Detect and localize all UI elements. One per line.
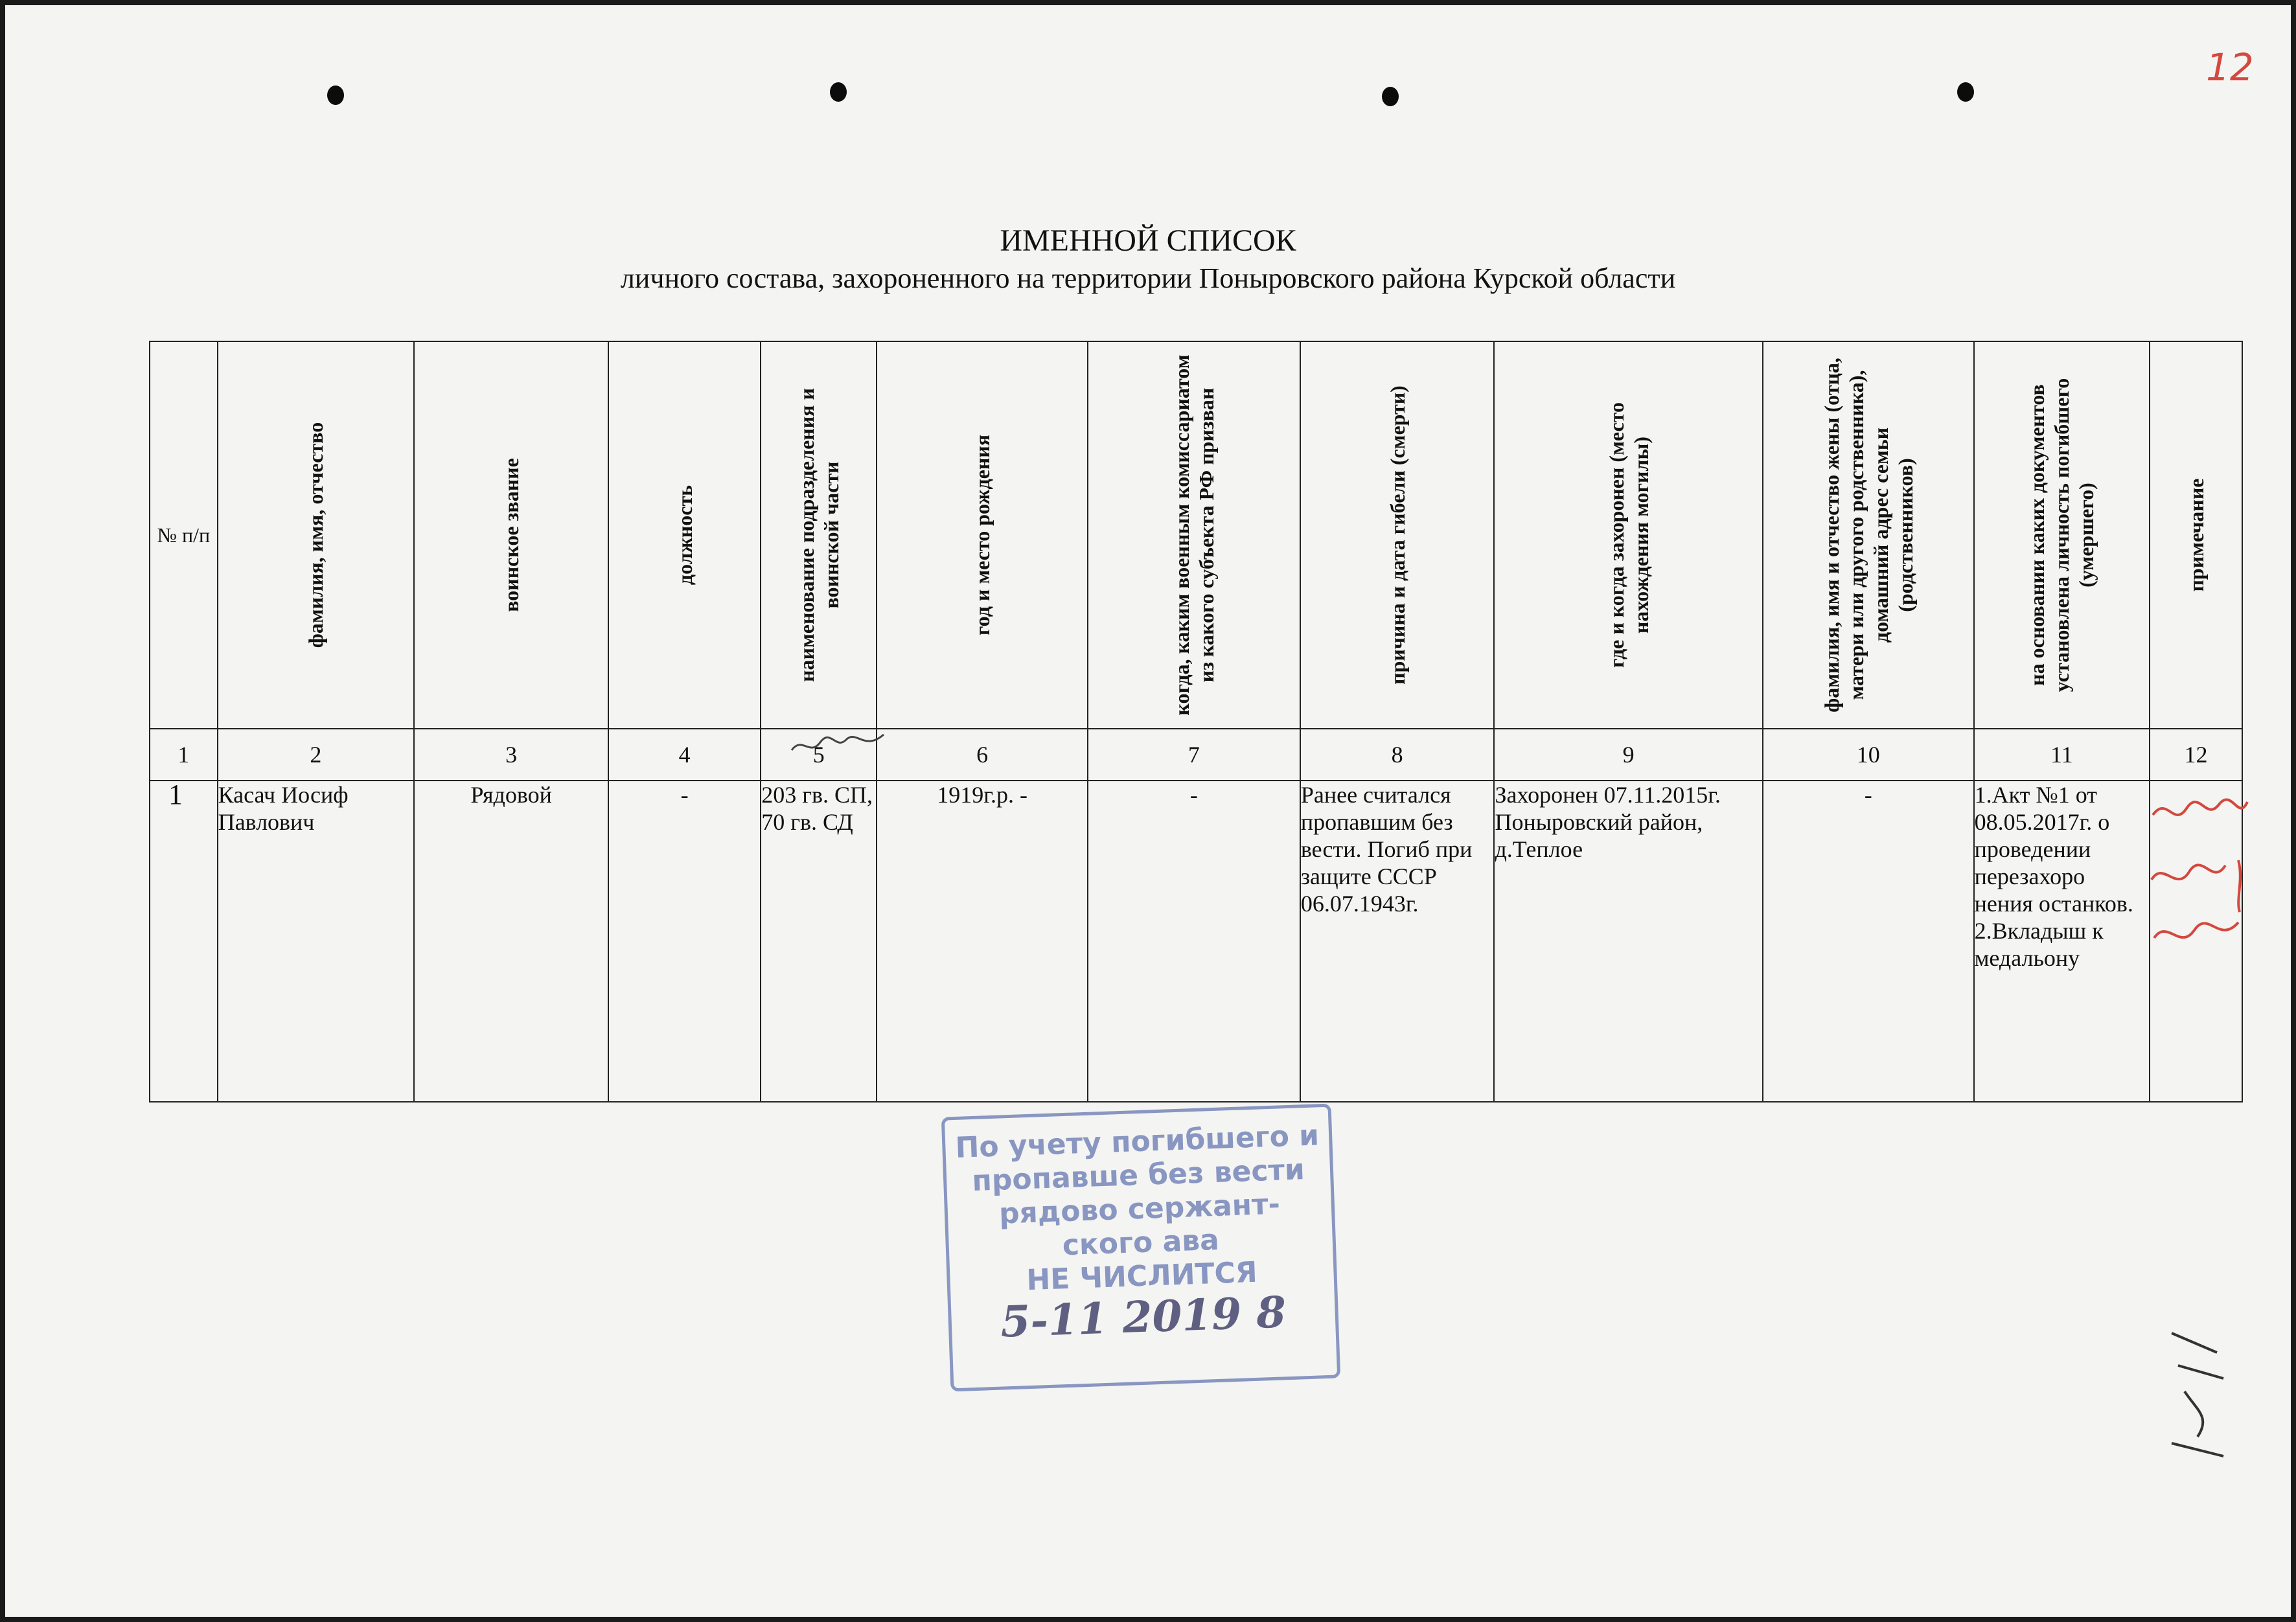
column-number: 10 [1763,729,1974,781]
header-col-3: воинское звание [414,341,608,729]
cell-death: Ранее считался пропавшим без вести. Погиб при защите СССР 06.07.1943г. [1300,781,1495,1102]
punch-hole [327,86,344,105]
stamp-date: 5-11 2019 8 [1000,1286,1287,1347]
column-number-row [150,729,2242,781]
table-row [150,781,2242,1102]
column-number: 5 [761,729,877,781]
column-number: 12 [2150,729,2242,781]
column-number: 8 [1300,729,1495,781]
column-number: 9 [1494,729,1762,781]
title-main: ИМЕННОЙ СПИСОК [1000,223,1296,258]
cell-conscription: - [1088,781,1300,1102]
handwritten-scribble [789,731,886,759]
header-col-6: год и место рождения [877,341,1088,729]
page-number: 12 [2206,45,2254,89]
handwritten-note [2148,789,2251,1003]
header-col-9: где и когда захоронен (место нахождения могилы) [1494,341,1762,729]
title-subtitle: личного состава, захороненного на территории Поныровского района Курской области [620,262,1676,294]
header-col-1: № п/п [150,341,218,729]
header-col-4: должность [608,341,761,729]
header-col-2: фамилия, имя, отчество [218,341,415,729]
cell-relatives: - [1763,781,1974,1102]
punch-hole [830,82,847,102]
personnel-table [149,341,2243,1102]
cell-unit: 203 гв. СП, 70 гв. СД [761,781,877,1102]
header-col-5: наименование подразделения и воинской части [761,341,877,729]
column-number: 7 [1088,729,1300,781]
cell-birth: 1919г.р. - [877,781,1088,1102]
header-col-7: когда, каким военным комиссариатом из какого субъекта РФ призван [1088,341,1300,729]
cell-burial: Захоронен 07.11.2015г. Поныровский район, д.Теплое [1494,781,1762,1102]
handwritten-side-mark [2159,1327,2236,1463]
column-number: 3 [414,729,608,781]
column-number: 1 [150,729,218,781]
document-page [5,5,2291,1617]
stamp-line: рядово сержант- [998,1187,1281,1231]
stamp-line: ского ава [1061,1223,1220,1262]
punch-hole [1382,87,1399,106]
document-title [5,222,2291,297]
column-number: 2 [218,729,415,781]
cell-documents: 1.Акт №1 от 08.05.2017г. о проведении перезахоро нения останков. 2.Вкладыш к медальону [1974,781,2150,1102]
cell-num: 1 [150,781,218,1102]
header-col-8: причина и дата гибели (смерти) [1300,341,1495,729]
header-col-11: на основании каких документов установлена личность погибшего (умершего) [1974,341,2150,729]
header-col-12: примечание [2150,341,2242,729]
stamp-line: НЕ ЧИСЛИТСЯ [1026,1255,1258,1297]
punch-hole [1957,82,1974,102]
header-col-10: фамилия, имя и отчество жены (отца, матери или другого родственника), домашний адрес семьи (родственников) [1763,341,1974,729]
column-number: 4 [608,729,761,781]
cell-rank: Рядовой [414,781,608,1102]
stamp-line: пропавше без вести [971,1153,1305,1198]
cell-name: Касач Иосиф Павлович [218,781,415,1102]
archive-stamp [941,1104,1340,1392]
cell-position: - [608,781,761,1102]
table-header-row [150,341,2242,729]
stamp-line: По учету погибшего и [954,1119,1320,1165]
column-number: 11 [1974,729,2150,781]
column-number: 6 [877,729,1088,781]
